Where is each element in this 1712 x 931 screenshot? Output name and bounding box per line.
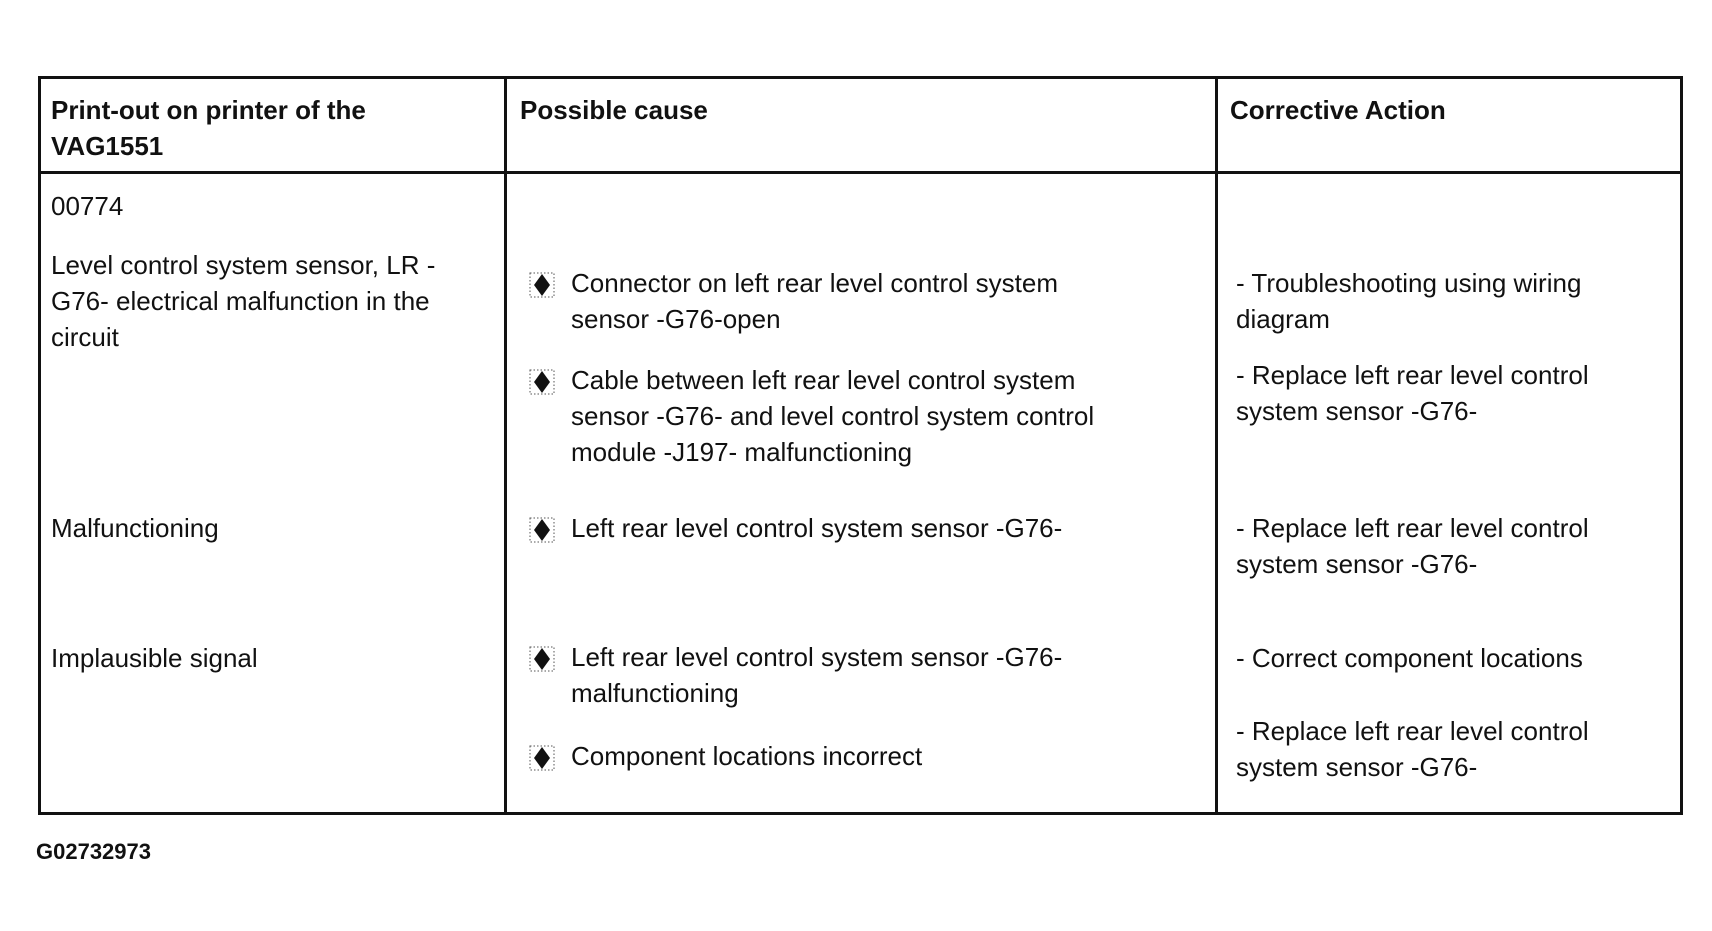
action-text: system sensor -G76- xyxy=(1236,549,1478,579)
action-text: - Replace left rear level control xyxy=(1236,716,1589,746)
printout-text: Level control system sensor, LR - xyxy=(51,250,436,280)
diagnostic-table xyxy=(38,76,1683,815)
printout-text: circuit xyxy=(51,322,119,352)
cause-text: Left rear level control system sensor -G76- xyxy=(571,642,1063,672)
cause-text: malfunctioning xyxy=(571,678,739,708)
figure-id: G02732973 xyxy=(36,839,151,864)
header-printout-device: VAG1551 xyxy=(51,131,164,161)
cause-text: module -J197- malfunctioning xyxy=(571,437,913,467)
cause-text: Component locations incorrect xyxy=(571,741,923,771)
diamond-bullet-icon xyxy=(528,368,556,396)
header-divider xyxy=(41,171,1680,174)
action-text: - Troubleshooting using wiring xyxy=(1236,268,1582,298)
column-divider xyxy=(504,79,507,812)
diamond-bullet-icon xyxy=(528,271,556,299)
action-text: - Replace left rear level control xyxy=(1236,360,1589,390)
action-text: system sensor -G76- xyxy=(1236,752,1478,782)
header-possible-cause: Possible cause xyxy=(520,95,708,125)
action-text: - Correct component locations xyxy=(1236,643,1583,673)
column-divider xyxy=(1215,79,1218,812)
header-printout: Print-out on printer of the xyxy=(51,95,366,125)
cause-text: sensor -G76-open xyxy=(571,304,781,334)
printout-text: G76- electrical malfunction in the xyxy=(51,286,430,316)
cause-text: sensor -G76- and level control system control xyxy=(571,401,1095,431)
diamond-bullet-icon xyxy=(528,645,556,673)
cause-text: Connector on left rear level control system xyxy=(571,268,1058,298)
action-text: system sensor -G76- xyxy=(1236,396,1478,426)
printout-text: Implausible signal xyxy=(51,643,258,673)
cause-text: Cable between left rear level control system xyxy=(571,365,1076,395)
fault-code: 00774 xyxy=(51,191,124,221)
cause-text: Left rear level control system sensor -G76- xyxy=(571,513,1063,543)
header-corrective-action: Corrective Action xyxy=(1230,95,1446,125)
printout-text: Malfunctioning xyxy=(51,513,219,543)
diamond-bullet-icon xyxy=(528,516,556,544)
action-text: diagram xyxy=(1236,304,1330,334)
diamond-bullet-icon xyxy=(528,744,556,772)
action-text: - Replace left rear level control xyxy=(1236,513,1589,543)
